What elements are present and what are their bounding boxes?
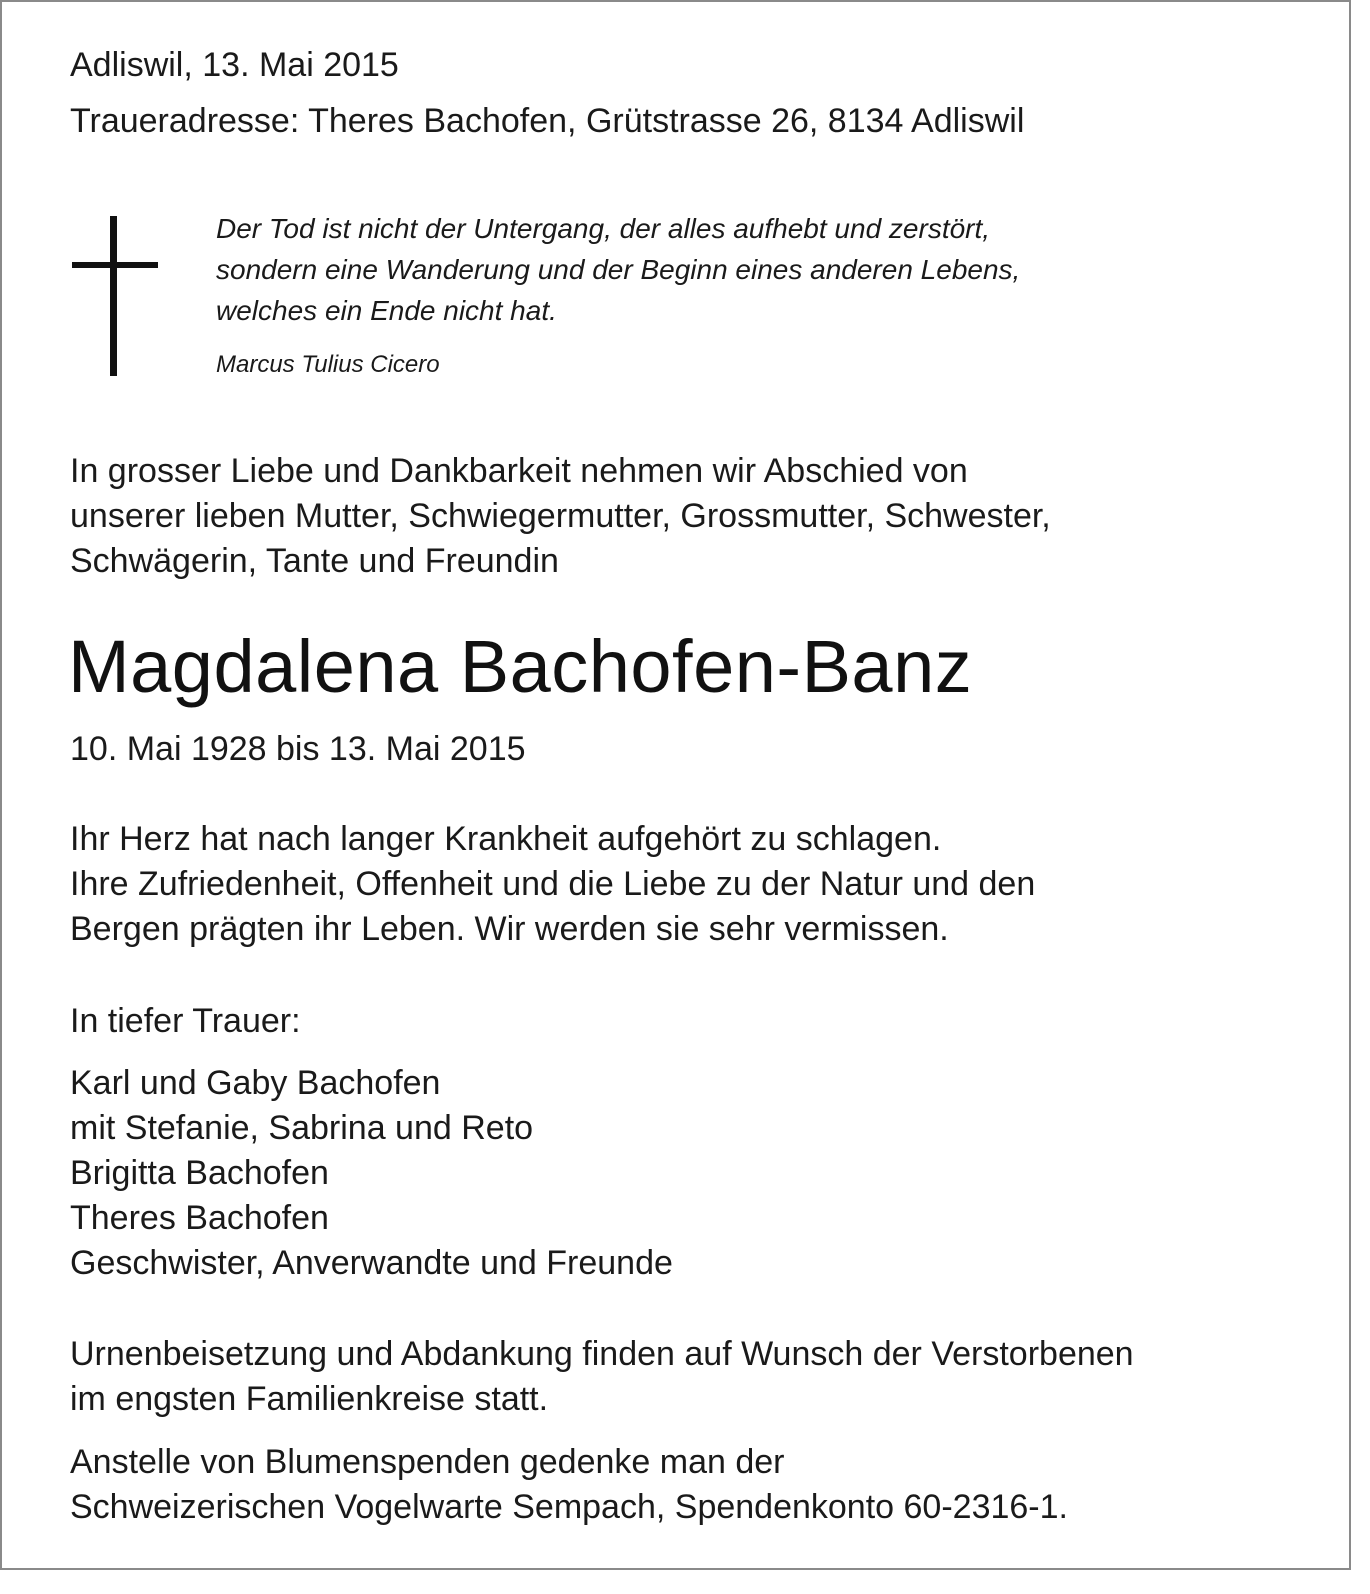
mourner-name: Geschwister, Anverwandte und Freunde [70, 1244, 673, 1282]
mourners-list [70, 1061, 673, 1286]
intro-text [70, 449, 1051, 584]
quote-line: sondern eine Wanderung und der Beginn eines anderen Lebens, [216, 254, 1021, 285]
quote-line: welches ein Ende nicht hat. [216, 295, 557, 326]
donation-line: Schweizerischen Vogelwarte Sempach, Spendenkonto 60-2316-1. [70, 1488, 1068, 1526]
mourners-heading: In tiefer Trauer: [70, 1002, 301, 1040]
tribute-text [70, 817, 1035, 952]
mourner-name: Brigitta Bachofen [70, 1154, 329, 1192]
place-date: Adliswil, 13. Mai 2015 [70, 46, 399, 84]
quote [216, 208, 1020, 331]
funeral-text [70, 1332, 1134, 1422]
cross-icon [70, 216, 160, 376]
quote-line: Der Tod ist nicht der Untergang, der alles aufhebt und zerstört, [216, 213, 991, 244]
deceased-name: Magdalena Bachofen-Banz [68, 625, 973, 708]
funeral-line: Urnenbeisetzung und Abdankung finden auf Wunsch der Verstorbenen [70, 1335, 1134, 1373]
tribute-line: Ihr Herz hat nach langer Krankheit aufgehört zu schlagen. [70, 820, 942, 858]
cross-vertical-bar [110, 216, 117, 376]
mourner-name: mit Stefanie, Sabrina und Reto [70, 1109, 534, 1147]
intro-line: Schwägerin, Tante und Freundin [70, 542, 559, 580]
mourner-name: Theres Bachofen [70, 1199, 329, 1237]
cross-horizontal-bar [72, 262, 158, 268]
donation-text [70, 1440, 1068, 1530]
funeral-line: im engsten Familienkreise statt. [70, 1380, 549, 1418]
tribute-line: Ihre Zufriedenheit, Offenheit und die Liebe zu der Natur und den [70, 865, 1036, 903]
intro-line: unserer lieben Mutter, Schwiegermutter, Grossmutter, Schwester, [70, 497, 1051, 535]
mourning-address: Traueradresse: Theres Bachofen, Grütstrasse 26, 8134 Adliswil [70, 102, 1025, 140]
quote-author: Marcus Tulius Cicero [216, 351, 440, 378]
mourner-name: Karl und Gaby Bachofen [70, 1064, 441, 1102]
intro-line: In grosser Liebe und Dankbarkeit nehmen wir Abschied von [70, 452, 968, 490]
donation-line: Anstelle von Blumenspenden gedenke man der [70, 1443, 785, 1481]
tribute-line: Bergen prägten ihr Leben. Wir werden sie sehr vermissen. [70, 910, 949, 948]
life-dates: 10. Mai 1928 bis 13. Mai 2015 [70, 730, 526, 768]
